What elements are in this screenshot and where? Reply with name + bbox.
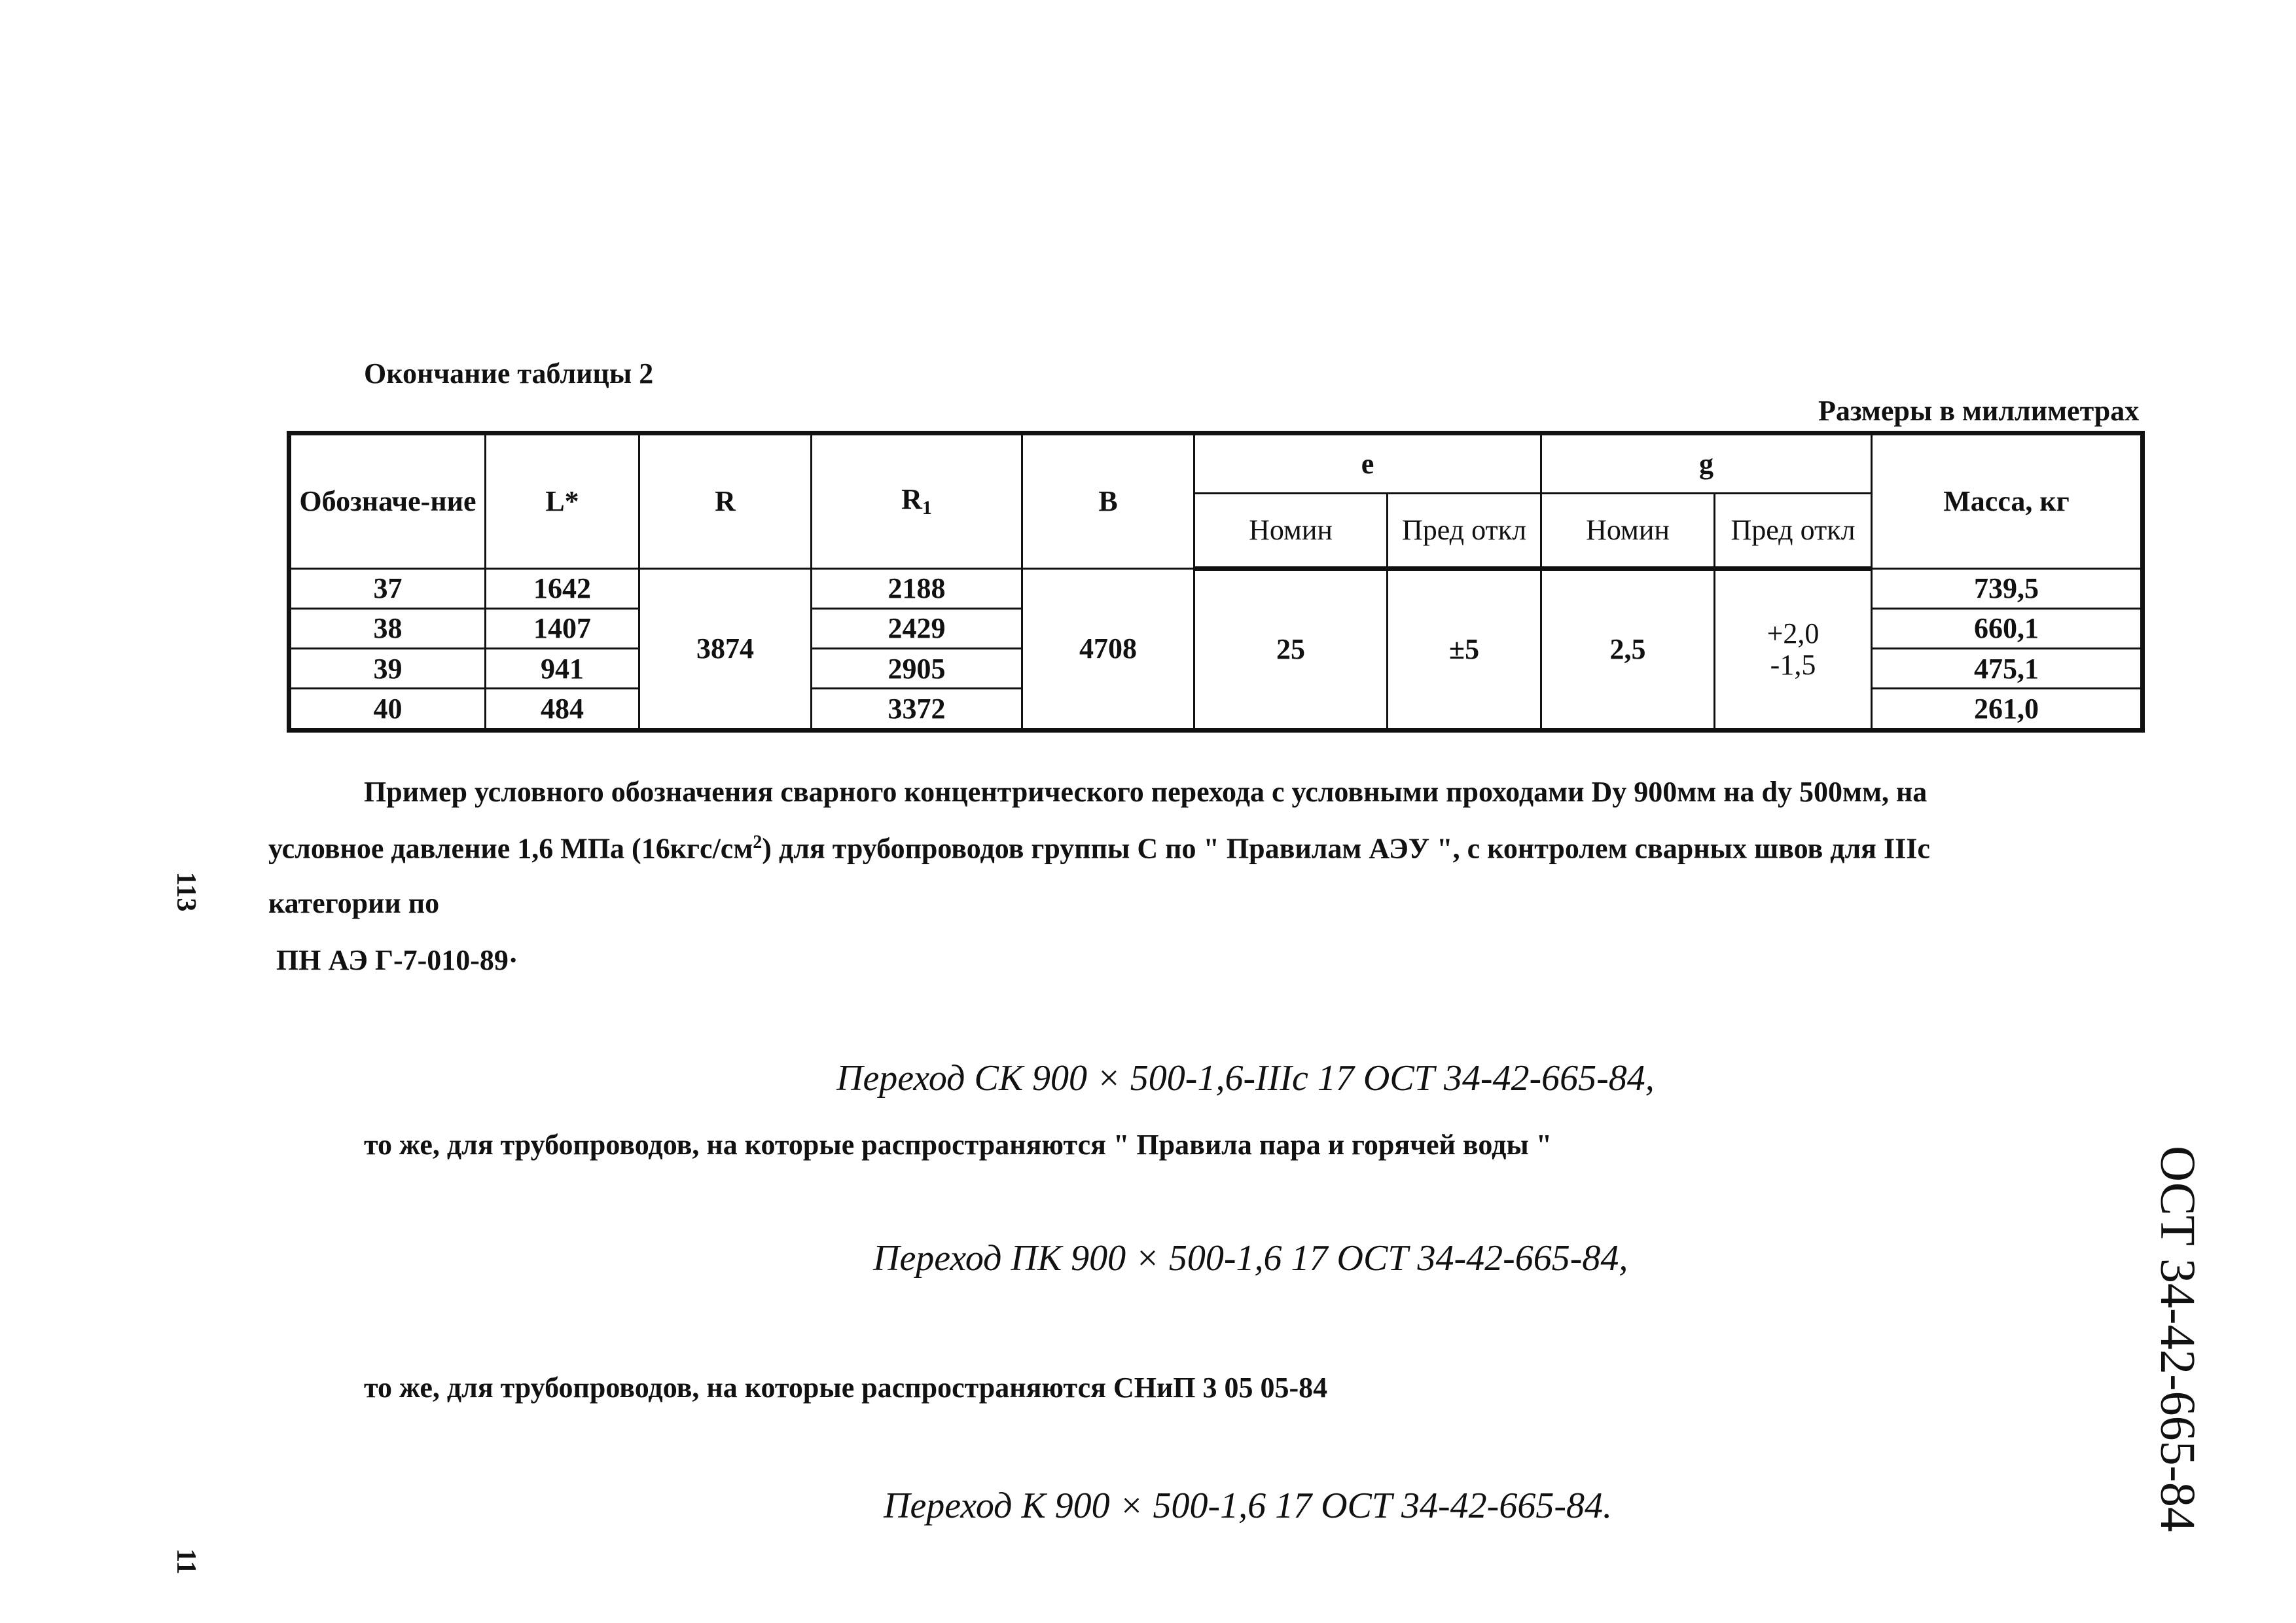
header-r1-letter: R bbox=[901, 483, 922, 516]
standard-code: ОСТ 34-42-665-84 bbox=[2150, 1146, 2205, 1532]
example-line-3: категории по bbox=[268, 887, 440, 919]
header-r1-subscript: 1 bbox=[922, 497, 932, 519]
cell-r1: 3372 bbox=[812, 689, 1022, 731]
header-e-nominal: Номин bbox=[1194, 494, 1388, 569]
note-line-2: то же, для трубопроводов, на которые распространяются СНиП 3 05 05-84 bbox=[364, 1372, 1328, 1404]
header-b: B bbox=[1022, 433, 1194, 569]
cell-l: 484 bbox=[486, 689, 639, 731]
g-deviation-minus: -1,5 bbox=[1770, 649, 1816, 681]
cell-g-deviation bbox=[1715, 569, 1872, 731]
cell-r1: 2905 bbox=[812, 649, 1022, 689]
header-l: L* bbox=[486, 433, 639, 569]
cell-e-deviation: ±5 bbox=[1388, 569, 1541, 731]
cell-e-nominal: 25 bbox=[1194, 569, 1388, 731]
cell-designation: 38 bbox=[289, 609, 486, 649]
designation-formula-2: Переход ПК 900 × 500-1,6 17 ОСТ 34-42-665-84, bbox=[873, 1238, 1628, 1279]
cell-designation: 40 bbox=[289, 689, 486, 731]
header-g-nominal: Номин bbox=[1541, 494, 1715, 569]
header-e-deviation: Пред откл bbox=[1388, 494, 1541, 569]
example-line-2-end: ) для трубопроводов группы С по " Правилам АЭУ ", с контролем сварных швов для IIIc bbox=[762, 832, 1930, 865]
example-line-2-superscript: 2 bbox=[753, 832, 762, 852]
note-line-1: то же, для трубопроводов, на которые распространяются " Правила пара и горячей воды " bbox=[364, 1129, 1552, 1161]
example-line-2 bbox=[268, 833, 1930, 864]
cell-l: 1407 bbox=[486, 609, 639, 649]
g-deviation-plus: +2,0 bbox=[1767, 617, 1820, 650]
header-mass: Масса, кг bbox=[1872, 433, 2143, 569]
example-line-4: ПН АЭ Г-7-010-89· bbox=[276, 944, 518, 976]
cell-mass: 739,5 bbox=[1872, 569, 2143, 609]
header-e: e bbox=[1194, 433, 1541, 494]
cell-b: 4708 bbox=[1022, 569, 1194, 731]
cell-designation: 37 bbox=[289, 569, 486, 609]
designation-formula-3: Переход К 900 × 500-1,6 17 ОСТ 34-42-665-84. bbox=[884, 1486, 1612, 1526]
page-number-top: 113 bbox=[171, 871, 201, 912]
cell-g-nominal: 2,5 bbox=[1541, 569, 1715, 731]
header-g: g bbox=[1541, 433, 1872, 494]
cell-r1: 2188 bbox=[812, 569, 1022, 609]
designation-formula-1: Переход СК 900 × 500-1,6-IIIc 17 ОСТ 34-42-665-84, bbox=[836, 1058, 1655, 1099]
cell-r1: 2429 bbox=[812, 609, 1022, 649]
example-line-2-start: условное давление 1,6 МПа (16кгс/см bbox=[268, 832, 753, 865]
cell-l: 1642 bbox=[486, 569, 639, 609]
table-caption: Окончание таблицы 2 bbox=[364, 357, 654, 390]
cell-mass: 261,0 bbox=[1872, 689, 2143, 731]
dimensions-table bbox=[287, 431, 2145, 733]
header-designation: Обозначе-ние bbox=[289, 433, 486, 569]
header-r1 bbox=[812, 433, 1022, 569]
cell-designation: 39 bbox=[289, 649, 486, 689]
cell-r: 3874 bbox=[639, 569, 812, 731]
cell-mass: 660,1 bbox=[1872, 609, 2143, 649]
cell-mass: 475,1 bbox=[1872, 649, 2143, 689]
header-g-deviation: Пред откл bbox=[1715, 494, 1872, 569]
example-line-1: Пример условного обозначения сварного концентрического перехода с условными проходами Dy 900мм на dy 500мм, на bbox=[364, 776, 1928, 808]
cell-l: 941 bbox=[486, 649, 639, 689]
units-note: Размеры в миллиметрах bbox=[1818, 395, 2140, 427]
header-r: R bbox=[639, 433, 812, 569]
page-number-bottom: 11 bbox=[171, 1548, 201, 1575]
